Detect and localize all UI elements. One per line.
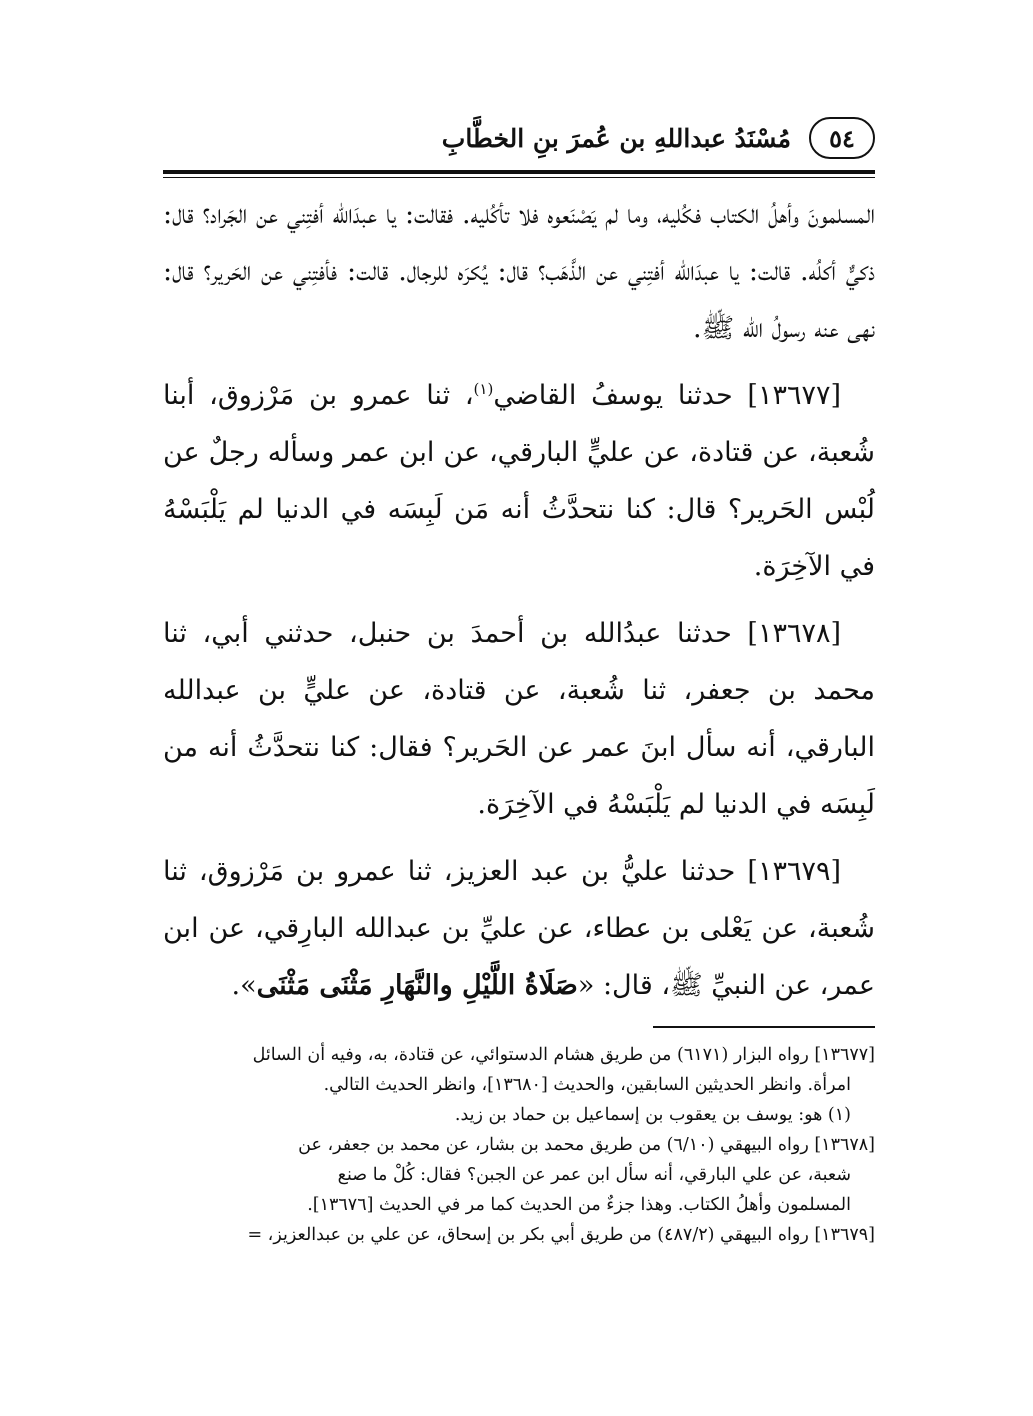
running-title: مُسْنَدُ عبداللهِ بن عُمرَ بنِ الخطَّابِ — [441, 123, 791, 153]
footnote-13677: [١٣٦٧٧] رواه البزار (٦١٧١) من طريق هشام الدستوائي، عن قتادة، به، وفيه أن السائل — [252, 1045, 875, 1065]
page-number: ٥٤ — [829, 123, 855, 153]
hadith-13679-close: ». — [231, 970, 257, 1001]
footnote-13679: [١٣٦٧٩] رواه البيهقي (٤٨٧/٢) من طريق أبي بكر بن إسحاق، عن علي بن عبدالعزيز، = — [247, 1225, 875, 1245]
footnote-1: (١) هو: يوسف بن يعقوب بن إسماعيل بن حماد بن زيد. — [454, 1105, 851, 1125]
footnote-ref: (١) — [473, 380, 494, 398]
main-text — [163, 186, 875, 1024]
page-number-badge — [809, 117, 875, 159]
hadith-13677-rest: ، ثنا عمرو بن مَرْزوق، أبنا شُعبة، عن قتادة، عن عليٍّ البارقي، عن ابن عمر وسأله رجلٌ عن لُبْس الحَرير؟ قال: كنا نتحدَّثُ أنه مَن لَبِسَه في الدنيا لم يَلْبَسْهُ في الآخِرَة. — [163, 380, 875, 582]
footnote-13678-cont1: شعبة، عن علي البارقي، أنه سأل ابن عمر عن الجبن؟ فقال: كُلْ ما صنع — [337, 1165, 851, 1185]
header-rule-thin — [163, 177, 875, 178]
footnote-separator — [653, 1026, 875, 1028]
paragraph-continuation: المسلمونَ وأهلُ الكتاب فكُليه، وما لم يَصْنَعوه فلا تأكُليه. فقالت: يا عبدَالله أفتِني عن الجَراد؟ قال: ذكيٌّ أكلُه. قالت: يا عبدَالله أفتِني عن الذَّهَب؟ قال: يُكرَه للرجال. قالت: فأفتِني عن الحَرير؟ قال: نهى عنه رسولُ الله ﷺ. — [163, 199, 875, 344]
page-header — [163, 112, 875, 164]
footnotes — [163, 1040, 875, 1250]
hadith-13679-matn: صَلَاةُ اللَّيْلِ والنَّهَارِ مَثْنَى مَثْنَى — [256, 970, 578, 1001]
footnote-13677-cont: امرأة. وانظر الحديثين السابقين، والحديث [١٣٦٨٠]، وانظر الحديث التالي. — [323, 1075, 851, 1095]
hadith-13677 — [163, 367, 875, 595]
hadith-13679 — [163, 843, 875, 1014]
footnote-13678-cont2: المسلمون وأهلُ الكتاب. وهذا جزءٌ من الحديث كما مر في الحديث [١٣٦٧٦]. — [307, 1195, 851, 1215]
footnote-13678: [١٣٦٧٨] رواه البيهقي (٦/١٠) من طريق محمد بن بشار، عن محمد بن جعفر، عن — [298, 1135, 875, 1155]
header-rule-thick — [163, 170, 875, 174]
hadith-13677-start: [١٣٦٧٧] حدثنا يوسفُ القاضي — [493, 380, 841, 411]
hadith-13678: [١٣٦٧٨] حدثنا عبدُالله بن أحمدَ بن حنبل، حدثني أبي، ثنا محمد بن جعفر، ثنا شُعبة، عن قتادة، عن عليٍّ بن عبدالله البارقي، أنه سأل ابنَ عمر عن الحَرير؟ فقال: كنا نتحدَّثُ أنه من لَبِسَه في الدنيا لم يَلْبَسْهُ في الآخِرَة. — [163, 618, 875, 820]
hadith-13679-isnad: [١٣٦٧٩] حدثنا عليُّ بن عبد العزيز، ثنا عمرو بن مَرْزوق، ثنا شُعبة، عن يَعْلى بن عطاء، عن عليِّ بن عبدالله البارِقي، عن ابن عمر، عن النبيِّ ﷺ، قال: « — [163, 856, 875, 1001]
